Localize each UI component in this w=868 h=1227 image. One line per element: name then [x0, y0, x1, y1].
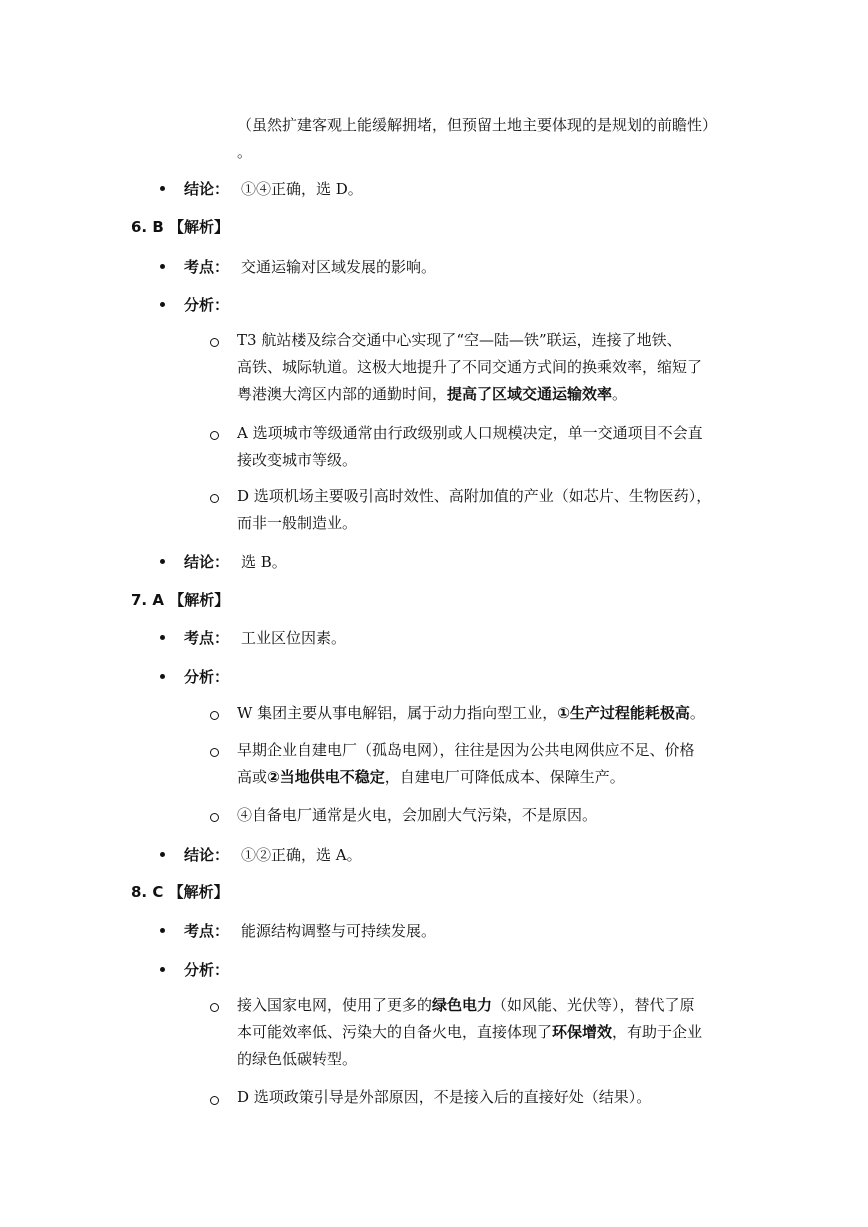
bullet-icon [160, 928, 165, 933]
bullet-icon [160, 852, 165, 857]
analysis-text: T3 航站楼及综合交通中心实现了“空—陆—铁”联运，连接了地铁、 [237, 331, 682, 349]
circle-bullet-icon [210, 1096, 219, 1105]
circle-bullet-icon [210, 338, 219, 347]
conclusion: 结论： ①②正确，选 A。 [184, 846, 362, 864]
analysis-text: 接改变城市等级。 [237, 451, 358, 469]
bullet-icon [160, 674, 165, 679]
bullet-icon [160, 635, 165, 640]
analysis-text: 而非一般制造业。 [237, 514, 358, 532]
analysis-text: 高铁、城际轨道。这极大地提升了不同交通方式间的换乘效率，缩短了 [237, 358, 703, 376]
continued-text: （虽然扩建客观上能缓解拥堵，但预留土地主要体现的是规划的前瞻性） [237, 116, 718, 134]
continued-text: 。 [237, 143, 253, 161]
analysis-text: 粤港澳大湾区内部的通勤时间，提高了区域交通运输效率。 [237, 385, 628, 403]
circle-bullet-icon [210, 494, 219, 503]
analysis-label: 分析： [184, 961, 230, 979]
circle-bullet-icon [210, 431, 219, 440]
analysis-text: D 选项政策引导是外部原因，不是接入后的直接好处（结果）。 [237, 1088, 652, 1106]
analysis-text: 本可能效率低、污染大的自备火电，直接体现了环保增效，有助于企业 [237, 1023, 703, 1041]
circle-bullet-icon [210, 711, 219, 720]
circle-bullet-icon [210, 748, 219, 757]
circle-bullet-icon [210, 813, 219, 822]
question-header: 8. C 【解析】 [131, 883, 229, 901]
question-header: 6. B 【解析】 [131, 218, 230, 236]
key-point: 考点： 能源结构调整与可持续发展。 [184, 922, 437, 940]
analysis-label: 分析： [184, 296, 230, 314]
circle-bullet-icon [210, 1003, 219, 1012]
question-header: 7. A 【解析】 [131, 591, 230, 609]
analysis-text: ④自备电厂通常是火电，会加剧大气污染，不是原因。 [237, 806, 598, 824]
bullet-icon [160, 264, 165, 269]
bullet-icon [160, 186, 165, 191]
conclusion: 结论： ①④正确，选 D。 [184, 180, 363, 198]
analysis-text: 的绿色低碳转型。 [237, 1050, 358, 1068]
analysis-text: W 集团主要从事电解铝，属于动力指向型工业，①生产过程能耗极高。 [237, 704, 705, 722]
analysis-text: 接入国家电网，使用了更多的绿色电力（如风能、光伏等），替代了原 [237, 996, 695, 1014]
conclusion: 结论： 选 B。 [184, 553, 287, 571]
bullet-icon [160, 967, 165, 972]
key-point: 考点： 交通运输对区域发展的影响。 [184, 258, 437, 276]
key-point: 考点： 工业区位因素。 [184, 629, 347, 647]
bullet-icon [160, 302, 165, 307]
analysis-text: 高或②当地供电不稳定，自建电厂可降低成本、保障生产。 [237, 768, 625, 786]
analysis-text: A 选项城市等级通常由行政级别或人口规模决定，单一交通项目不会直 [237, 424, 703, 442]
analysis-text: 早期企业自建电厂（孤岛电网），往往是因为公共电网供应不足、价格 [237, 741, 695, 759]
analysis-label: 分析： [184, 668, 230, 686]
bullet-icon [160, 559, 165, 564]
analysis-text: D 选项机场主要吸引高时效性、高附加值的产业（如芯片、生物医药）， [237, 487, 712, 505]
